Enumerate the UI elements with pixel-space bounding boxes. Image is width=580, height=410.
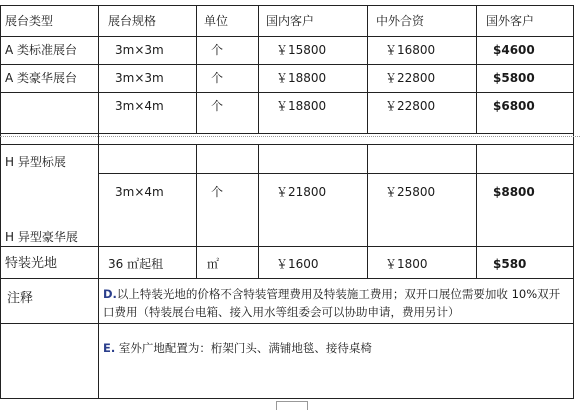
row-spec: 3m×4m [115,99,164,113]
row-spec: 3m×4m [115,185,164,199]
header-unit: 单位 [204,14,229,28]
grid-line [196,5,197,133]
grid-line [0,398,573,399]
row-unit: 个 [211,185,224,199]
note-d [103,285,569,321]
row-domestic: ￥21800 [276,185,327,199]
note-d-text: 以上特装光地的价格不含特装管理费用及特装施工费用；双开口展位需要加收 10%双开口费用（特装展台电箱、接入用水等组委会可以协助申请，费用另计） [103,287,561,319]
header-domestic: 国内客户 [266,14,315,28]
grid-line [0,5,1,399]
header-joint: 中外合资 [376,14,425,28]
note-e-text: 室外广地配置为：桁架门头、满铺地毯、接待桌椅 [118,341,372,355]
row-unit: 个 [211,43,224,57]
row-unit: 个 [211,71,224,85]
row-spec: 3m×3m [115,71,164,85]
grid-line [0,64,573,65]
row-domestic: ￥1600 [276,257,319,271]
row-type: A 类豪华展台 [5,71,78,85]
row-foreign: $580 [493,257,527,271]
grid-line [258,5,259,133]
row-unit: 个 [211,99,224,113]
grid-line [0,278,573,279]
grid-line [258,144,259,278]
row-type: A 类标准展台 [5,43,78,57]
row-type: H 异型豪华展 [5,230,78,244]
row-joint: ￥1800 [385,257,428,271]
header-foreign: 国外客户 [486,14,535,28]
row-foreign: $5800 [493,71,535,85]
note-d-marker: D. [103,287,117,301]
grid-line [367,5,368,133]
grid-line [0,144,573,145]
row-joint: ￥22800 [385,99,436,113]
header-type: 展台类型 [5,14,54,28]
row-type: H 异型标展 [5,155,66,169]
row-spec: 3m×3m [115,43,164,57]
row-domestic: ￥15800 [276,43,327,57]
row-domestic: ￥18800 [276,71,327,85]
row-domestic: ￥18800 [276,99,327,113]
grid-line [98,173,573,174]
grid-line [476,5,477,133]
page-break-line [0,136,580,137]
row-joint: ￥25800 [385,185,436,199]
row-joint: ￥22800 [385,71,436,85]
row-type: 特装光地 [5,256,58,271]
grid-line [0,246,573,247]
row-spec: 36 ㎡起租 [108,257,164,271]
note-e [103,339,569,357]
header-spec: 展台规格 [108,14,157,28]
row-joint: ￥16800 [385,43,436,57]
note-e-marker: E. [103,341,116,355]
grid-line [367,144,368,278]
row-unit: ㎡ [207,257,220,271]
grid-line [196,144,197,278]
grid-line [0,5,573,6]
row-foreign: $4600 [493,43,535,57]
grid-line [0,323,573,324]
grid-line [476,144,477,278]
grid-line [573,5,574,399]
grid-line [98,5,99,399]
grid-line [0,92,573,93]
notes-label: 注释 [7,291,34,306]
grid-line [0,133,573,134]
row-foreign: $8800 [493,185,535,199]
row-foreign: $6800 [493,99,535,113]
grid-line [0,36,573,37]
